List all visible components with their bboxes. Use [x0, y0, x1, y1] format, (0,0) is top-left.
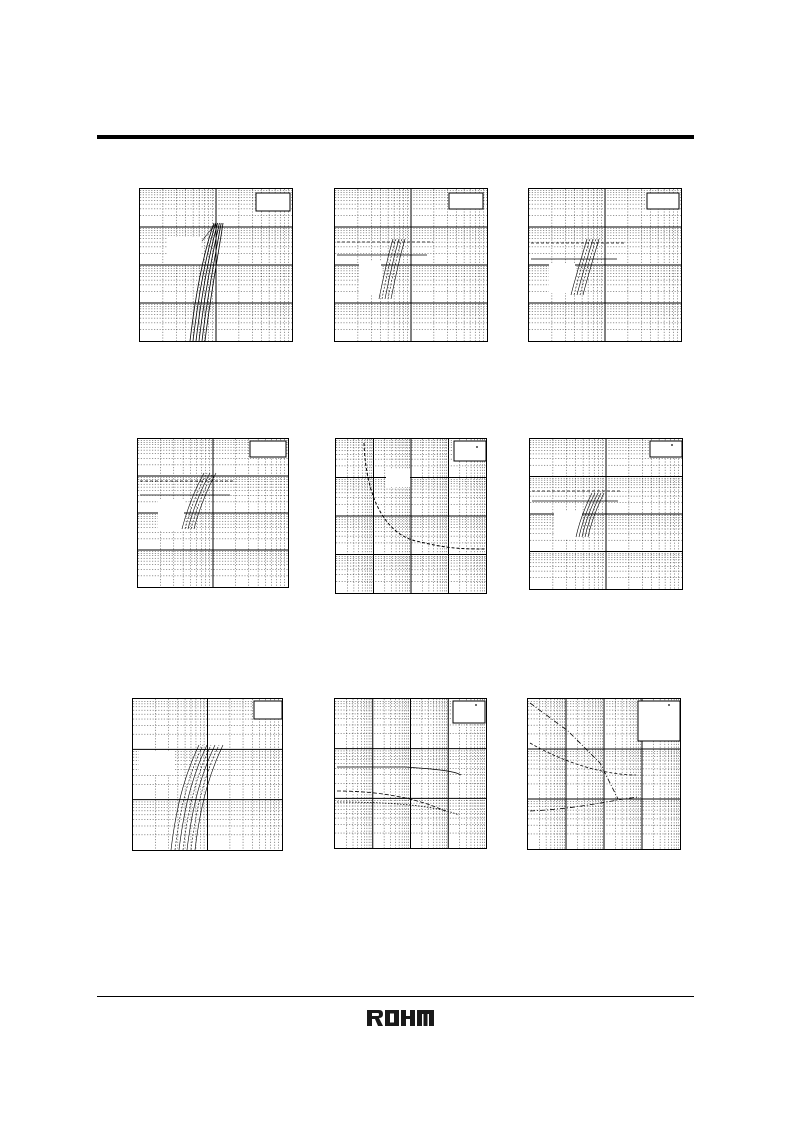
graph-2 [334, 188, 488, 342]
graph-plot [133, 699, 282, 850]
graph-plot [336, 439, 486, 593]
graph-1 [139, 188, 293, 342]
graph-plot [529, 189, 681, 341]
graph-5 [335, 438, 487, 594]
graph-6 [529, 438, 683, 590]
header-rule [97, 135, 694, 139]
graph-8 [334, 698, 487, 849]
grid [530, 439, 682, 589]
graph-9 [527, 698, 681, 850]
grid [336, 439, 486, 593]
graph-plot [138, 439, 288, 587]
rohm-logo [366, 1008, 435, 1028]
graph-plot [335, 699, 486, 848]
graph-plot [528, 699, 680, 849]
graph-plot [530, 439, 682, 589]
graph-4 [137, 438, 289, 588]
graph-3 [528, 188, 682, 342]
graph-plot [335, 189, 487, 341]
graph-7 [132, 698, 283, 851]
graph-plot [140, 189, 292, 341]
footer-rule [97, 996, 694, 997]
grid [335, 189, 487, 341]
